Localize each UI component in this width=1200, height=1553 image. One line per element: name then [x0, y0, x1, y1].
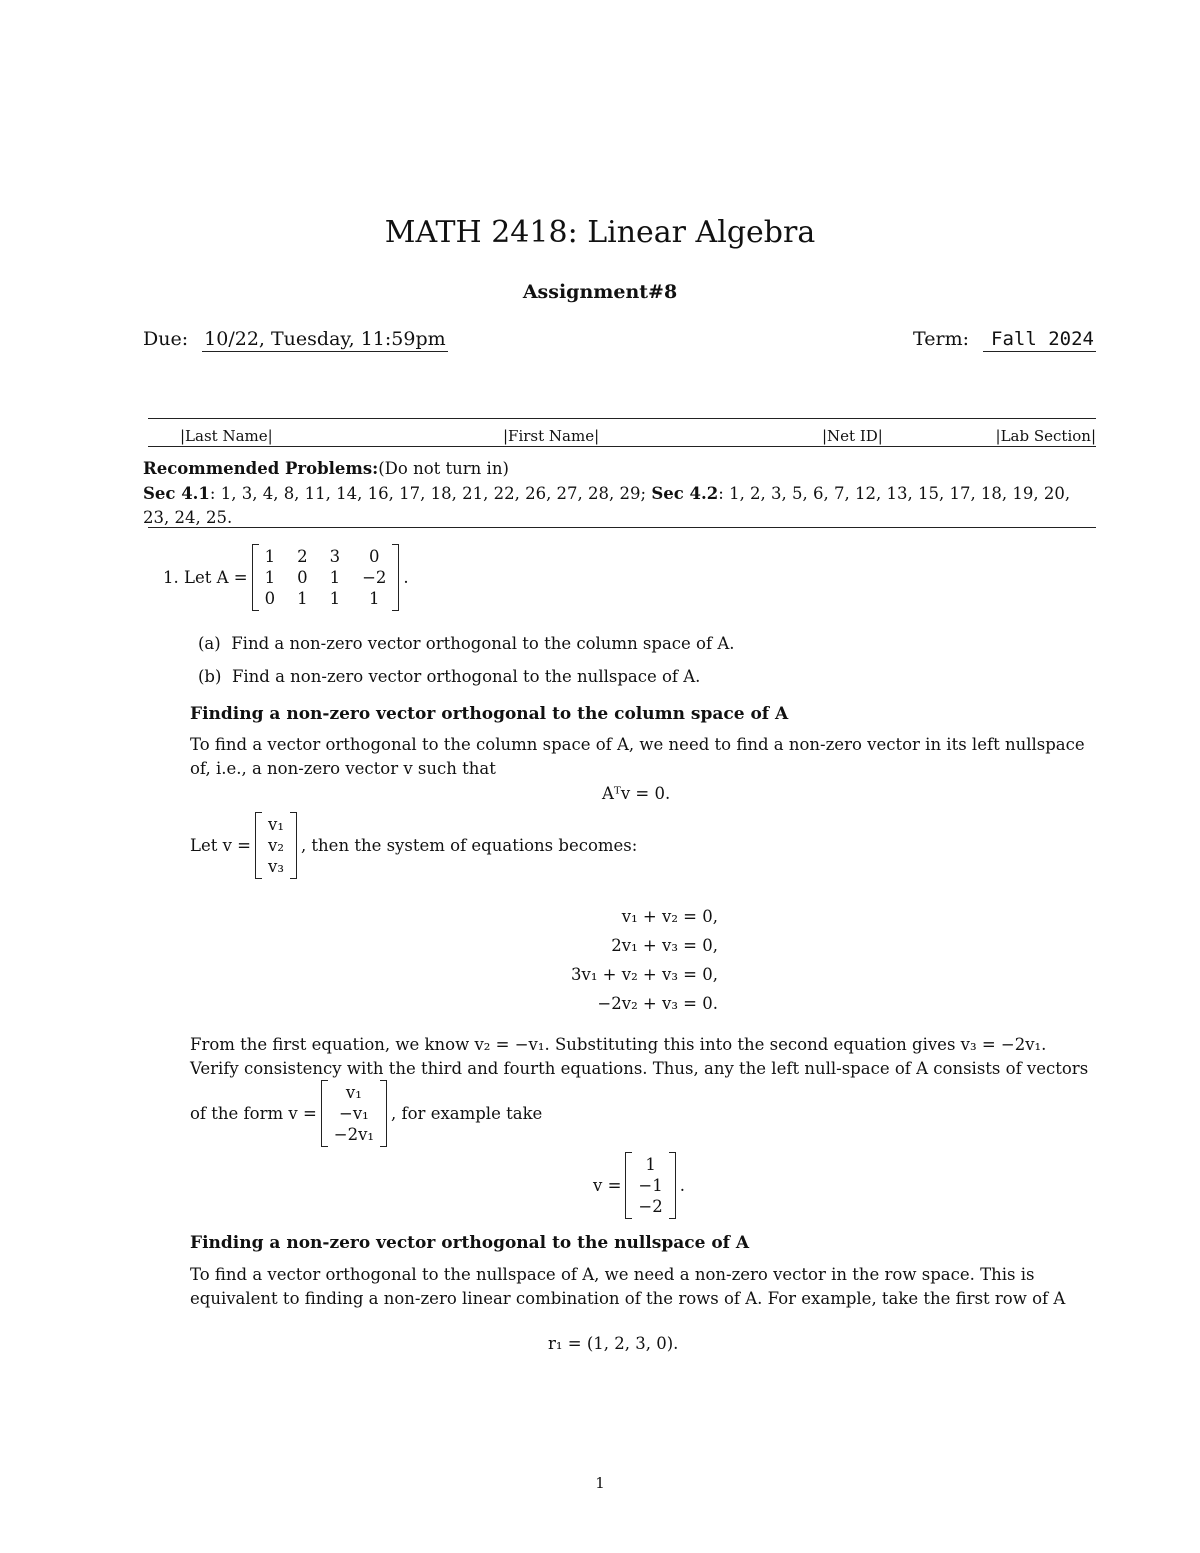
section-heading: Finding a non-zero vector orthogonal to the nullspace of A	[190, 1233, 750, 1253]
paragraph: To find a vector orthogonal to the nullspace of A, we need a non-zero vector in the row space. This is	[190, 1265, 1035, 1284]
net-id-field[interactable]: |Net ID|	[822, 427, 883, 445]
equation-system: v₁ + v₂ = 0, 2v₁ + v₃ = 0, 3v₁ + v₂ + v₃ = 0, −2v₂ + v₃ = 0.	[571, 907, 718, 1013]
problem-number: 1.	[163, 567, 179, 587]
example-v: v = 1 −1 −2 .	[593, 1152, 685, 1219]
recommended-list	[143, 482, 1070, 506]
divider	[148, 446, 1096, 447]
term-label: Term:	[913, 328, 969, 350]
equation: r₁ = (1, 2, 3, 0).	[548, 1334, 679, 1353]
paragraph: of, i.e., a non-zero vector v such that	[190, 759, 496, 778]
first-name-field[interactable]: |First Name|	[503, 427, 600, 445]
term	[913, 327, 1096, 352]
divider	[148, 418, 1096, 419]
sec-label: Sec 4.1	[143, 484, 210, 503]
let-v: Let v = v₁ v₂ v₃ , then the system of equations becomes:	[190, 812, 637, 879]
due-value: 10/22, Tuesday, 11:59pm	[204, 328, 446, 350]
section-heading: Finding a non-zero vector orthogonal to the column space of A	[190, 704, 789, 724]
divider	[148, 527, 1096, 528]
sec-problems: : 1, 3, 4, 8, 11, 14, 16, 17, 18, 21, 22, 26, 27, 28, 29;	[209, 484, 652, 503]
part-a: (a) Find a non-zero vector orthogonal to the column space of A.	[198, 634, 735, 653]
vector-v: v₁ v₂ v₃	[255, 812, 297, 879]
recommended-label: Recommended Problems:	[143, 459, 379, 478]
due-date	[143, 327, 448, 352]
paragraph: To find a vector orthogonal to the column space of A, we need to find a non-zero vector in its left nullspace	[190, 735, 1085, 754]
equation: Aᵀv = 0.	[602, 784, 671, 803]
recommended-heading	[143, 457, 509, 481]
paragraph: Verify consistency with the third and fourth equations. Thus, any the left null-space of A consists of vectors	[190, 1059, 1089, 1078]
recommended-note: (Do not turn in)	[378, 459, 509, 478]
sec-problems: : 1, 2, 3, 5, 6, 7, 12, 13, 15, 17, 18, 19, 20,	[718, 484, 1071, 503]
page-title: MATH 2418: Linear Algebra	[384, 215, 816, 250]
recommended-list-cont: 23, 24, 25.	[143, 508, 233, 527]
sec-label: Sec 4.2	[651, 484, 719, 503]
problem-1: 1. Let A = 1 2 3 0 1 0 1 −2 0 1 1 1 .	[163, 544, 409, 611]
term-value: Fall 2024	[983, 327, 1096, 352]
due-label: Due:	[143, 328, 189, 350]
last-name-field[interactable]: |Last Name|	[180, 427, 273, 445]
lab-section-field[interactable]: |Lab Section|	[995, 427, 1096, 445]
paragraph: From the first equation, we know v₂ = −v₁. Substituting this into the second equation gives v₃ = −2v₁.	[190, 1035, 1047, 1054]
vector-form: v₁ −v₁ −2v₁	[321, 1080, 387, 1147]
matrix-a: 1 2 3 0 1 0 1 −2 0 1 1 1	[252, 544, 400, 611]
problem-statement: Let A =	[184, 567, 248, 587]
part-b: (b) Find a non-zero vector orthogonal to the nullspace of A.	[198, 667, 701, 686]
assignment-number: Assignment#8	[522, 281, 678, 303]
vector-example: 1 −1 −2	[625, 1152, 675, 1219]
page-number: 1	[595, 1474, 605, 1492]
paragraph: equivalent to finding a non-zero linear combination of the rows of A. For example, take the first row of A	[190, 1289, 1066, 1308]
form-v: of the form v = v₁ −v₁ −2v₁ , for example take	[190, 1080, 542, 1147]
